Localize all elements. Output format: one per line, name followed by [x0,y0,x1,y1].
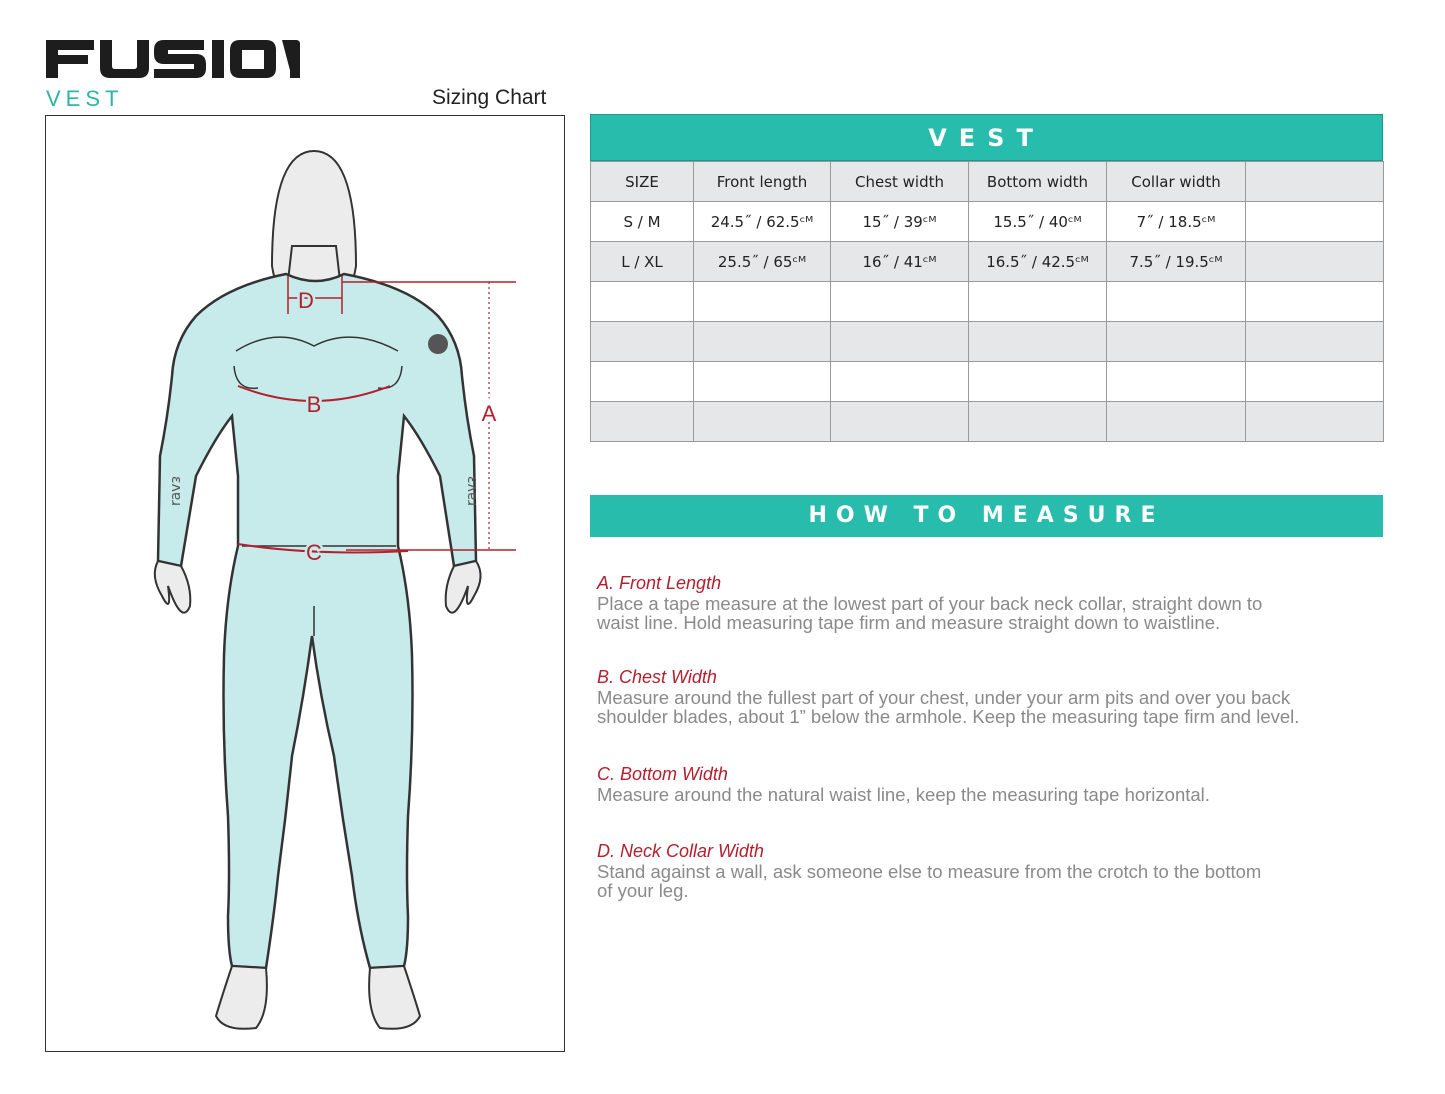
wetsuit [158,274,476,968]
column-header: SIZE [591,162,694,202]
left-foot [216,966,267,1029]
table-cell: S / M [591,202,694,242]
instruction-bottom-width [597,763,1417,804]
size-grid [590,161,1384,442]
table-row [591,202,1384,242]
table-cell [1246,202,1384,242]
instruction-heading: B. Chest Width [597,667,717,687]
left-hand [155,561,191,613]
table-cell [694,282,831,322]
column-header: Chest width [831,162,969,202]
table-cell [831,282,969,322]
marker-b: B [306,392,322,417]
table-cell [1107,322,1246,362]
table-cell [1246,282,1384,322]
svg-text:ɛʌɐɹ: ɛʌɐɹ [168,476,184,507]
column-header: Collar width [1107,162,1246,202]
table-cell: 24.5˝ / 62.5ᶜᴹ [694,202,831,242]
instruction-line: shoulder blades, about 1” below the armhole. Keep the measuring tape firm and level. [597,706,1300,727]
table-cell [831,322,969,362]
body-diagram [46,116,566,1053]
table-row [591,282,1384,322]
table-cell [969,322,1107,362]
table-cell [591,322,694,362]
table-row [591,322,1384,362]
column-header [1246,162,1384,202]
table-cell [1246,402,1384,442]
column-header: Front length [694,162,831,202]
fusion-logo-mark [44,34,300,82]
right-foot [369,966,420,1029]
instruction-line: of your leg. [597,880,689,901]
svg-text:ɛʌɐɹ: ɛʌɐɹ [464,476,480,507]
product-name: VEST [46,86,124,111]
table-cell [1107,362,1246,402]
instruction-chest-width [597,666,1417,726]
sleeve-logo-icon [428,334,448,354]
table-cell: L / XL [591,242,694,282]
chart-label: Sizing Chart [432,86,547,109]
table-cell [591,402,694,442]
table-cell [694,362,831,402]
instruction-line: Place a tape measure at the lowest part of your back neck collar, straight down to [597,593,1263,614]
table-cell [694,322,831,362]
marker-d: D [298,288,314,313]
how-to-measure-title: HOW TO MEASURE [590,495,1383,537]
table-cell: 25.5˝ / 65ᶜᴹ [694,242,831,282]
table-row [591,362,1384,402]
table-header-row [591,162,1384,202]
table-cell [969,402,1107,442]
table-cell [1107,402,1246,442]
instruction-neck-collar-width [597,840,1417,900]
table-cell [1246,322,1384,362]
marker-a: A [481,401,497,426]
table-cell: 15.5˝ / 40ᶜᴹ [969,202,1107,242]
size-table-title: VEST [590,114,1383,161]
marker-c: C [306,540,322,565]
neck [288,246,340,281]
table-cell: 16˝ / 41ᶜᴹ [831,242,969,282]
table-cell [1246,362,1384,402]
table-cell [591,282,694,322]
instruction-front-length [597,572,1417,632]
column-header: Bottom width [969,162,1107,202]
instruction-line: waist line. Hold measuring tape firm and measure straight down to waistline. [597,612,1221,633]
size-table [590,114,1383,442]
table-cell [969,362,1107,402]
table-row [591,242,1384,282]
table-cell: 15˝ / 39ᶜᴹ [831,202,969,242]
table-cell [831,362,969,402]
right-hand [446,561,481,613]
table-cell: 7.5˝ / 19.5ᶜᴹ [1107,242,1246,282]
table-cell [1107,282,1246,322]
figure-panel [45,115,565,1052]
instruction-line: Measure around the natural waist line, keep the measuring tape horizontal. [597,784,1210,805]
instruction-heading: C. Bottom Width [597,764,728,784]
table-cell [831,402,969,442]
instruction-line: Measure around the fullest part of your chest, under your arm pits and over you back [597,687,1291,708]
table-cell: 16.5˝ / 42.5ᶜᴹ [969,242,1107,282]
table-cell: 7˝ / 18.5ᶜᴹ [1107,202,1246,242]
table-cell [969,282,1107,322]
table-cell [1246,242,1384,282]
instruction-line: Stand against a wall, ask someone else to measure from the crotch to the bottom [597,861,1262,882]
table-row [591,402,1384,442]
instruction-heading: A. Front Length [597,573,722,593]
table-cell [591,362,694,402]
instruction-heading: D. Neck Collar Width [597,841,764,861]
fusion-logo [44,34,300,82]
table-cell [694,402,831,442]
